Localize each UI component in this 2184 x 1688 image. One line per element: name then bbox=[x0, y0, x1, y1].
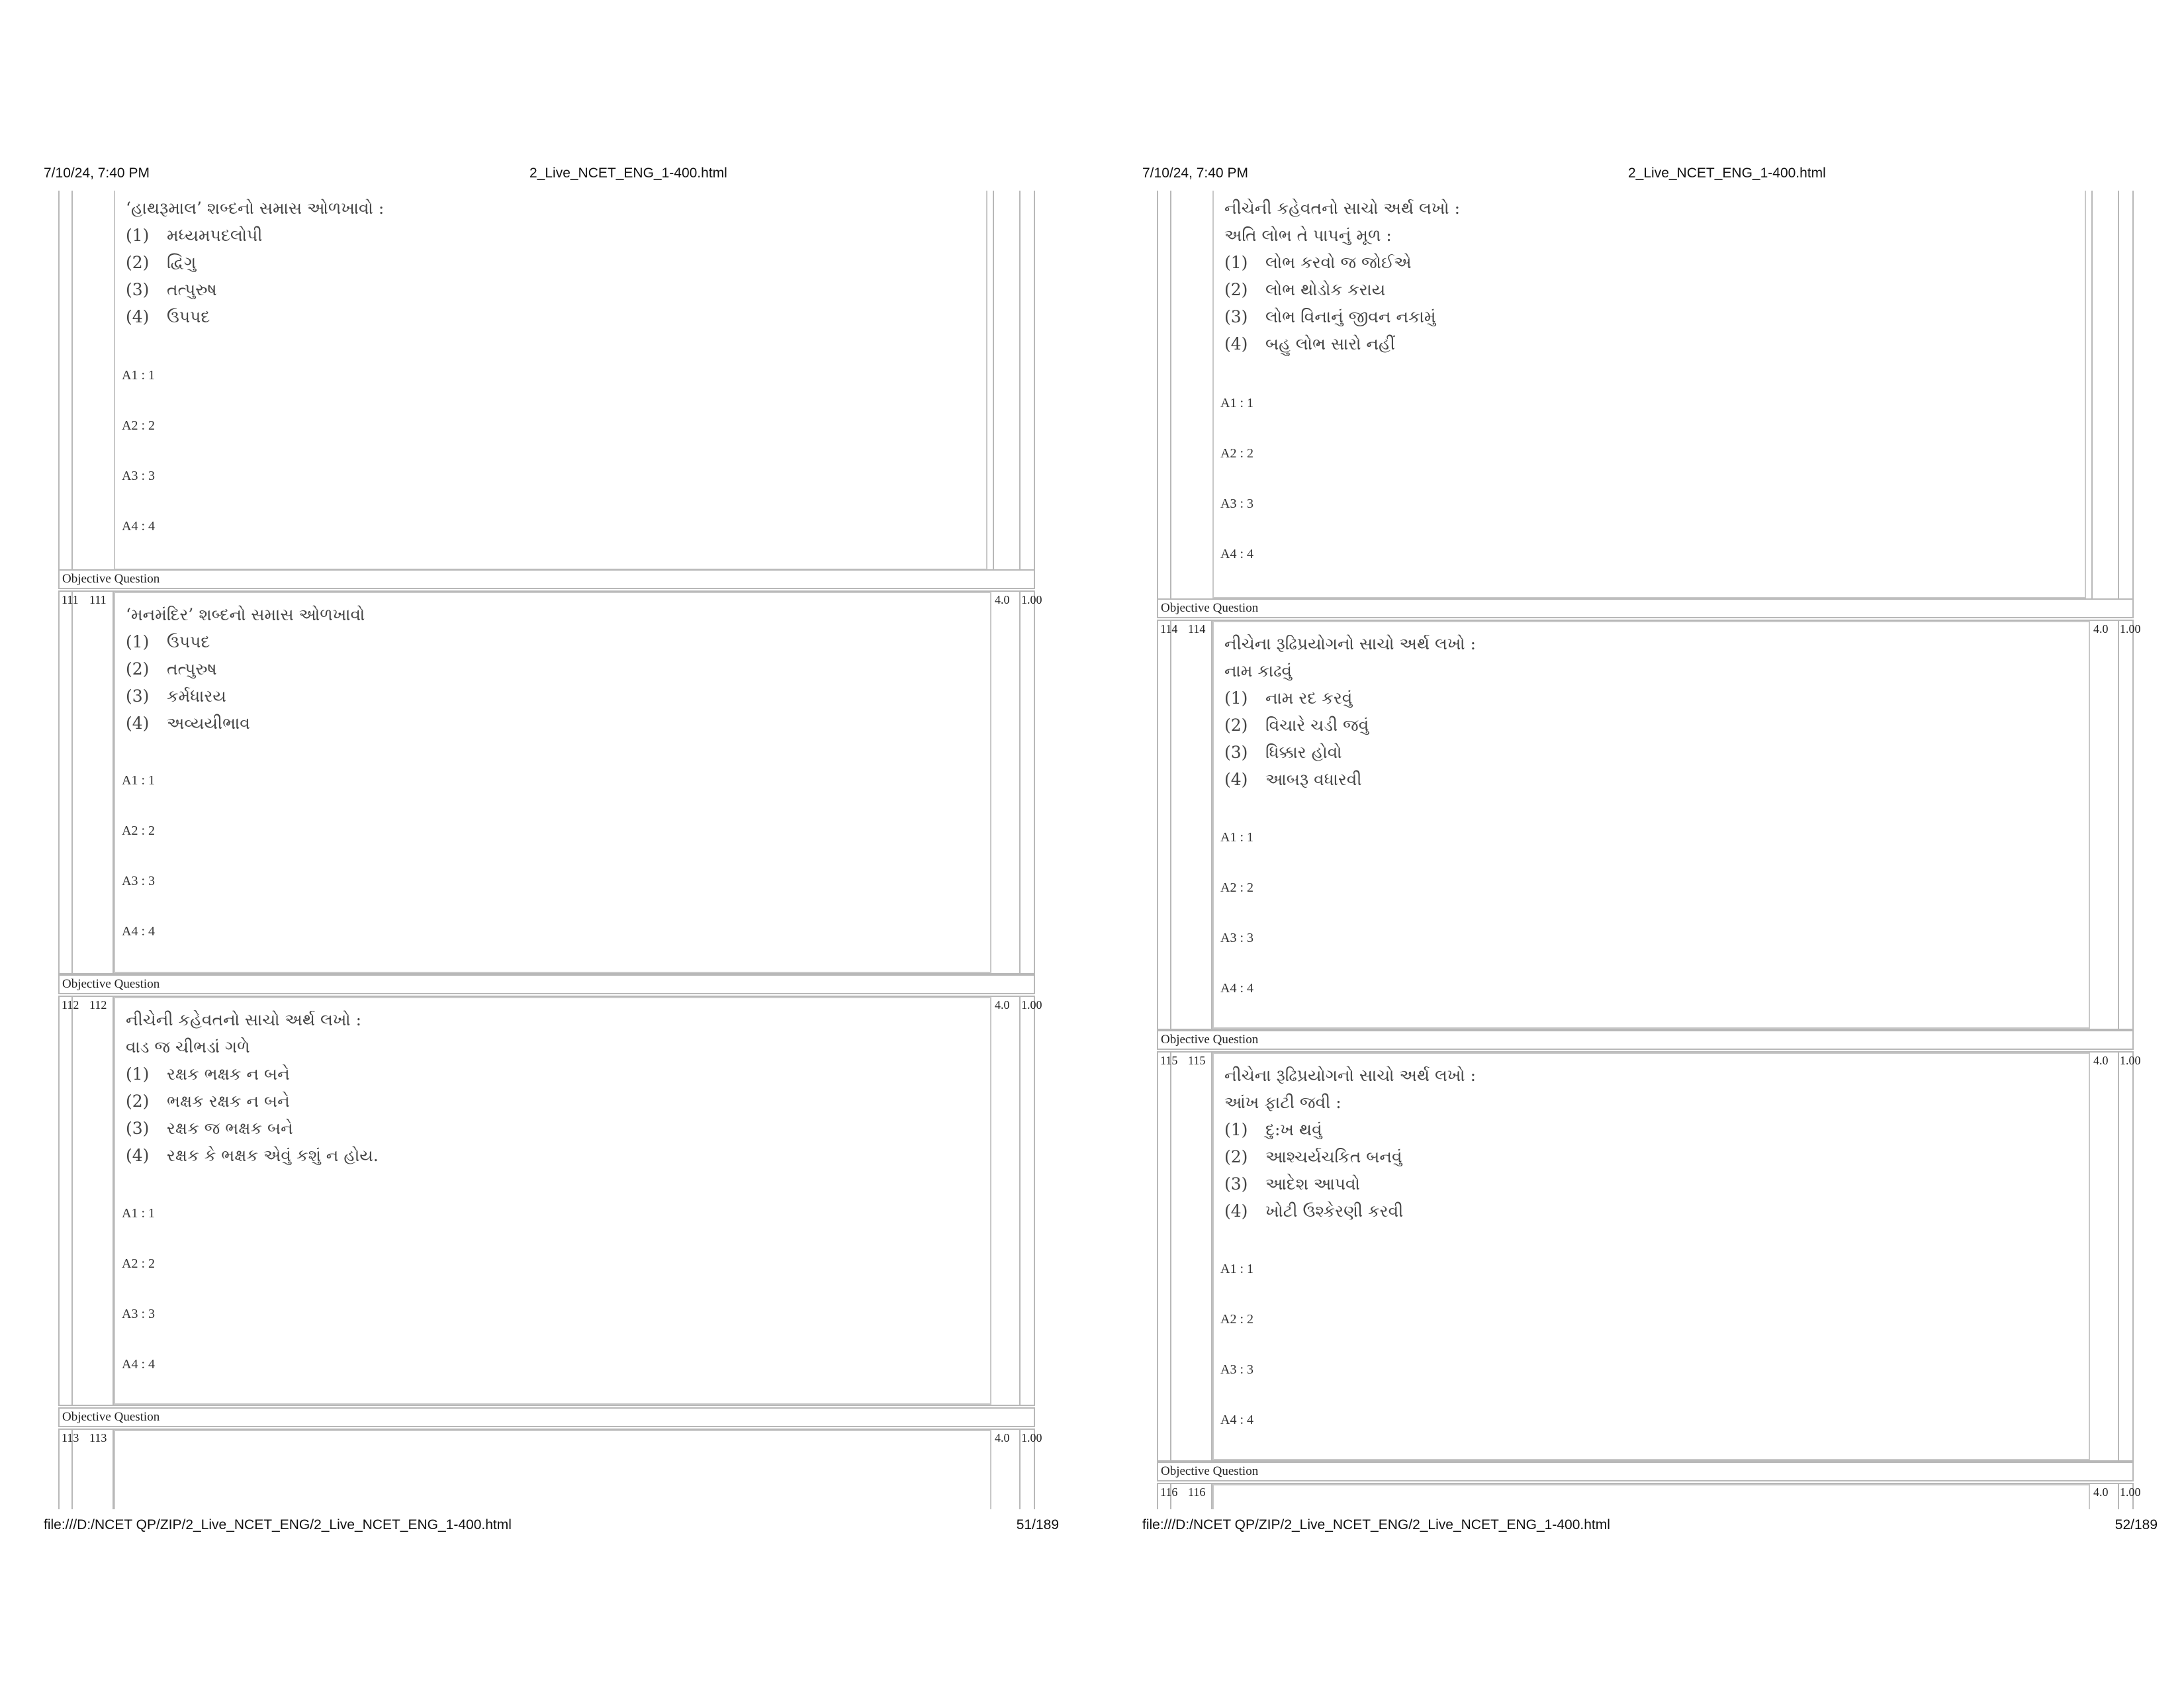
option-1: (1) મધ્યમપદલોપી bbox=[126, 226, 263, 245]
option-1: (1) નામ રદ કરવું bbox=[1224, 688, 1353, 708]
option-1: (1) દુ:ખ થવું bbox=[1224, 1120, 1322, 1139]
objective-label: Objective Question bbox=[1161, 601, 1259, 615]
question-negative-marks: 1.00 bbox=[1021, 998, 1042, 1011]
question-marks: 4.0 bbox=[995, 1431, 1010, 1444]
answer-a4: A4 : 4 bbox=[122, 1357, 155, 1372]
option-3: (3) તત્પુરુષ bbox=[126, 280, 217, 299]
answer-a4: A4 : 4 bbox=[1220, 547, 1253, 561]
question-text bbox=[1224, 630, 1476, 793]
page-footer bbox=[1138, 1517, 2158, 1537]
question-stem-line2: વાડ જ ચીભડાં ગળે bbox=[126, 1037, 250, 1056]
option-4: (4) આબરૂ વધારવી bbox=[1224, 770, 1362, 789]
question-text bbox=[1224, 1062, 1476, 1225]
question-negative-marks: 1.00 bbox=[2120, 1054, 2141, 1067]
option-2: (2) દ્વિગુ bbox=[126, 253, 197, 272]
option-2: (2) ભક્ષક રક્ષક ન બને bbox=[126, 1092, 290, 1111]
answer-a2: A2 : 2 bbox=[122, 418, 155, 433]
question-id: 115 bbox=[1160, 1054, 1178, 1067]
page-number: 52/189 bbox=[2115, 1517, 2158, 1532]
question-marks: 4.0 bbox=[995, 593, 1010, 606]
objective-label-row bbox=[1157, 1030, 2134, 1050]
answer-a2: A2 : 2 bbox=[122, 1256, 155, 1271]
print-filename: 2_Live_NCET_ENG_1-400.html bbox=[529, 165, 727, 181]
print-filename: 2_Live_NCET_ENG_1-400.html bbox=[1628, 165, 1826, 181]
question-serial: 112 bbox=[89, 998, 107, 1011]
option-4: (4) રક્ષક કે ભક્ષક એવું કશું ન હોય. bbox=[126, 1146, 379, 1165]
option-4: (4) બહુ લોભ સારો નહીં bbox=[1224, 334, 1395, 353]
question-negative-marks: 1.00 bbox=[1021, 1431, 1042, 1444]
option-1: (1) લોભ કરવો જ જોઈએ bbox=[1224, 253, 1412, 272]
answer-a1: A1 : 1 bbox=[1220, 830, 1253, 845]
answer-a4: A4 : 4 bbox=[122, 924, 155, 939]
answer-a3: A3 : 3 bbox=[122, 874, 155, 888]
page-header bbox=[1138, 165, 2158, 185]
answer-a1: A1 : 1 bbox=[1220, 1262, 1253, 1276]
answer-a4: A4 : 4 bbox=[1220, 981, 1253, 996]
question-marks: 4.0 bbox=[2093, 1485, 2109, 1499]
page-number: 51/189 bbox=[1016, 1517, 1059, 1532]
option-3: (3) લોભ વિનાનું જીવન નકામું bbox=[1224, 307, 1436, 326]
answer-a3: A3 : 3 bbox=[122, 1307, 155, 1321]
option-1: (1) રક્ષક ભક્ષક ન બને bbox=[126, 1064, 290, 1084]
question-serial: 114 bbox=[1188, 622, 1206, 635]
objective-label-row bbox=[1157, 1462, 2134, 1481]
option-3: (3) આદેશ આપવો bbox=[1224, 1174, 1360, 1194]
print-date: 7/10/24, 7:40 PM bbox=[44, 165, 150, 181]
answer-a1: A1 : 1 bbox=[1220, 396, 1253, 410]
question-stem: નીચેની કહેવતનો સાચો અર્થ લખો : bbox=[1224, 199, 1461, 218]
objective-label: Objective Question bbox=[62, 977, 160, 991]
answer-a3: A3 : 3 bbox=[1220, 931, 1253, 945]
question-text bbox=[126, 195, 384, 330]
question-id: 116 bbox=[1160, 1485, 1178, 1499]
answer-a2: A2 : 2 bbox=[1220, 880, 1253, 895]
answer-a4: A4 : 4 bbox=[122, 519, 155, 534]
question-negative-marks: 1.00 bbox=[2120, 1485, 2141, 1499]
option-3: (3) કર્મધારય bbox=[126, 686, 226, 706]
answer-a1: A1 : 1 bbox=[122, 1206, 155, 1221]
objective-label: Objective Question bbox=[1161, 1033, 1259, 1047]
question-serial: 115 bbox=[1188, 1054, 1206, 1067]
answer-a3: A3 : 3 bbox=[1220, 496, 1253, 511]
left-page bbox=[40, 159, 1079, 1549]
objective-label-row bbox=[58, 569, 1035, 589]
option-4: (4) ખોટી ઉશ્કેરણી કરવી bbox=[1224, 1201, 1404, 1221]
question-stem-line2: નામ કાઢવું bbox=[1224, 661, 1293, 680]
question-stem: નીચેની કહેવતનો સાચો અર્થ લખો : bbox=[126, 1010, 362, 1029]
question-text bbox=[126, 1006, 379, 1169]
page-header bbox=[40, 165, 1059, 185]
question-text bbox=[126, 601, 365, 737]
question-serial: 116 bbox=[1188, 1485, 1206, 1499]
answer-a1: A1 : 1 bbox=[122, 773, 155, 788]
answer-a3: A3 : 3 bbox=[122, 469, 155, 483]
objective-label-row bbox=[58, 974, 1035, 994]
page-footer bbox=[40, 1517, 1059, 1537]
question-serial: 111 bbox=[89, 593, 107, 606]
question-id: 111 bbox=[62, 593, 79, 606]
question-text bbox=[1224, 195, 1460, 357]
option-4: (4) ઉપપદ bbox=[126, 307, 210, 326]
option-4: (4) અવ્યયીભાવ bbox=[126, 714, 250, 733]
question-marks: 4.0 bbox=[2093, 1054, 2109, 1067]
option-1: (1) ઉપપદ bbox=[126, 632, 210, 651]
question-marks: 4.0 bbox=[2093, 622, 2109, 635]
question-id: 114 bbox=[1160, 622, 1178, 635]
option-3: (3) ધિક્કાર હોવો bbox=[1224, 743, 1342, 762]
option-2: (2) આશ્ચર્યચકિત બનવું bbox=[1224, 1147, 1402, 1166]
question-id: 112 bbox=[62, 998, 79, 1011]
option-2: (2) તત્પુરુષ bbox=[126, 659, 217, 679]
answer-a3: A3 : 3 bbox=[1220, 1362, 1253, 1377]
objective-label: Objective Question bbox=[62, 1410, 160, 1424]
question-stem: નીચેના રૂઢિપ્રયોગનો સાચો અર્થ લખો : bbox=[1224, 634, 1477, 653]
option-2: (2) વિચારે ચડી જવું bbox=[1224, 716, 1369, 735]
answer-a2: A2 : 2 bbox=[122, 823, 155, 838]
question-stem-line2: અતિ લોભ તે પાપનું મૂળ : bbox=[1224, 226, 1392, 245]
print-file-path: file:///D:/NCET QP/ZIP/2_Live_NCET_ENG/2_Live_NCET_ENG_1-400.html bbox=[1142, 1517, 1610, 1532]
question-stem: ‘હાથરૂમાલ’ શબ્દનો સમાસ ઓળખાવો : bbox=[126, 199, 385, 218]
question-negative-marks: 1.00 bbox=[2120, 622, 2141, 635]
answer-a2: A2 : 2 bbox=[1220, 1312, 1253, 1327]
question-serial: 113 bbox=[89, 1431, 107, 1444]
question-stem: નીચેના રૂઢિપ્રયોગનો સાચો અર્થ લખો : bbox=[1224, 1066, 1477, 1085]
answer-a1: A1 : 1 bbox=[122, 368, 155, 383]
answer-a4: A4 : 4 bbox=[1220, 1413, 1253, 1427]
objective-label: Objective Question bbox=[62, 572, 160, 586]
print-date: 7/10/24, 7:40 PM bbox=[1142, 165, 1248, 181]
right-page bbox=[1138, 159, 2177, 1549]
objective-label-row bbox=[58, 1407, 1035, 1427]
option-3: (3) રક્ષક જ ભક્ષક બને bbox=[126, 1119, 293, 1138]
question-id: 113 bbox=[62, 1431, 79, 1444]
objective-label: Objective Question bbox=[1161, 1464, 1259, 1478]
question-marks: 4.0 bbox=[995, 998, 1010, 1011]
objective-label-row bbox=[1157, 598, 2134, 618]
question-negative-marks: 1.00 bbox=[1021, 593, 1042, 606]
print-file-path: file:///D:/NCET QP/ZIP/2_Live_NCET_ENG/2_Live_NCET_ENG_1-400.html bbox=[44, 1517, 512, 1532]
question-stem-line2: આંખ ફાટી જવી : bbox=[1224, 1093, 1342, 1112]
answer-a2: A2 : 2 bbox=[1220, 446, 1253, 461]
option-2: (2) લોભ થોડોક કરાય bbox=[1224, 280, 1386, 299]
question-stem: ‘મનમંદિર’ શબ્દનો સમાસ ઓળખાવો bbox=[126, 605, 365, 624]
